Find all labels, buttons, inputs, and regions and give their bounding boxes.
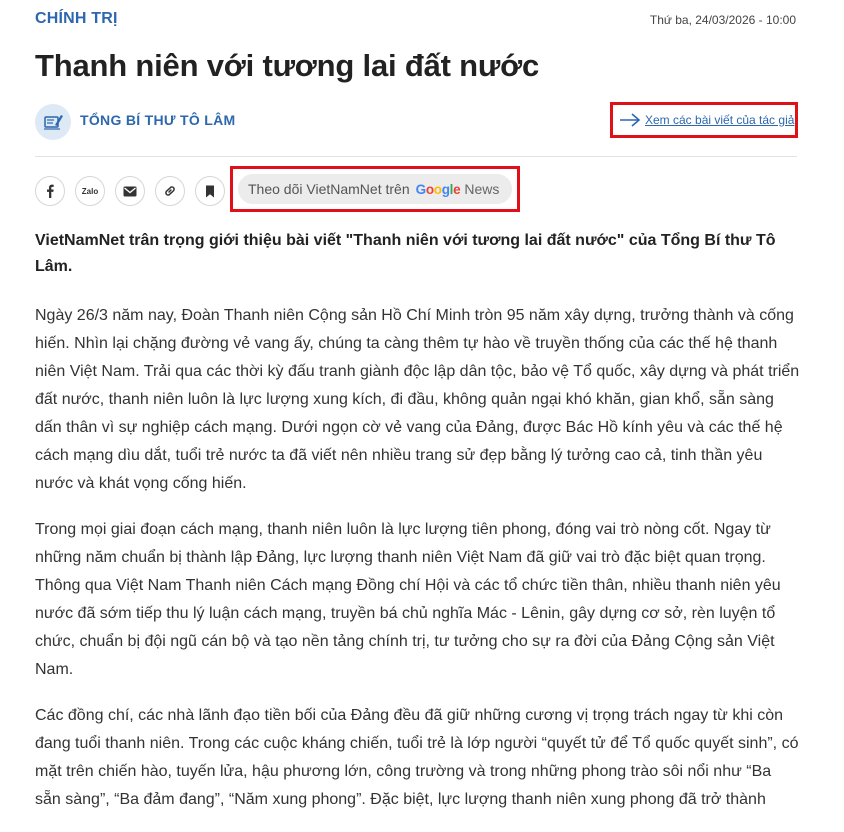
arrow-right-icon	[619, 113, 641, 127]
copy-link-button[interactable]	[155, 176, 185, 206]
writer-icon	[42, 111, 64, 133]
view-author-articles-link[interactable]: Xem các bài viết của tác giả	[645, 113, 795, 127]
article-lead: VietNamNet trân trọng giới thiệu bài viết "Thanh niên với tương lai đất nước" của Tổng Bí thư Tô Lâm.	[35, 232, 776, 275]
google-logo: Google	[415, 181, 461, 197]
article-paragraph: Ngày 26/3 năm nay, Đoàn Thanh niên Cộng sản Hồ Chí Minh tròn 95 năm xây dựng, trưởng thành và cống hiến. Nhìn lại chặng đường vẻ vang ấy, chúng ta càng thêm tự hào về truyền thống của các thế hệ thanh niên Việt Nam. Trải qua các thời kỳ đấu tranh giành độc lập dân tộc, bảo vệ Tổ quốc, xây dựng và phát triển đất nước, thanh niên luôn là lực lượng xung kích, đi đầu, không quản ngại khó khăn, gian khổ, sẵn sàng dấn thân vì sự nghiệp cách mạng. Dưới ngọn cờ vẻ vang của Đảng, được Bác Hồ kính yêu và các thế hệ cách mạng dìu dắt, tuổi trẻ nước ta đã viết nên nhiều trang sử đẹp bằng lý tưởng cao cả, tinh thần yêu nước và khát vọng cống hiến.	[35, 307, 800, 492]
link-icon	[163, 184, 177, 198]
article-body	[35, 228, 800, 832]
google-news-highlight	[230, 166, 520, 212]
bookmark-button[interactable]	[195, 176, 225, 206]
publish-datetime: Thứ ba, 24/03/2026 - 10:00	[649, 13, 796, 27]
article-paragraph: Trong mọi giai đoạn cách mạng, thanh niên luôn là lực lượng tiên phong, đóng vai trò nòng cốt. Ngay từ những năm chuẩn bị thành lập Đảng, lực lượng thanh niên Việt Nam đã giữ vai trò đặc biệt quan trọng. Thông qua Việt Nam Thanh niên Cách mạng Đồng chí Hội và các tổ chức tiền thân, nhiều thanh niên yêu nước đã sớm tiếp thu lý luận cách mạng, truyền bá chủ nghĩa Mác - Lênin, gây dựng cơ sở, rèn luyện tổ chức, chuẩn bị đội ngũ cán bộ và tạo nền tảng chính trị, tư tưởng cho sự ra đời của Đảng Cộng sản Việt Nam.	[35, 521, 781, 678]
category-link[interactable]: CHÍNH TRỊ	[35, 10, 118, 27]
google-news-suffix: News	[464, 181, 500, 197]
article-title: Thanh niên với tương lai đất nước	[35, 48, 539, 83]
author-avatar-icon[interactable]	[35, 104, 71, 140]
author-articles-highlight	[610, 102, 798, 138]
article-meta-bar	[35, 10, 796, 32]
author-name-link[interactable]: TỔNG BÍ THƯ TÔ LÂM	[80, 112, 236, 128]
mail-icon	[123, 186, 137, 197]
zalo-share-button[interactable]	[75, 176, 105, 206]
divider	[35, 156, 797, 157]
email-share-button[interactable]	[115, 176, 145, 206]
follow-google-news-button[interactable]	[238, 174, 512, 204]
author-row	[35, 104, 797, 144]
google-news-prefix: Theo dõi VietNamNet trên	[248, 181, 410, 197]
bookmark-icon	[205, 185, 215, 198]
facebook-icon	[45, 184, 55, 198]
facebook-share-button[interactable]	[35, 176, 65, 206]
article-paragraph: Các đồng chí, các nhà lãnh đạo tiền bối của Đảng đều đã giữ những cương vị trọng trách ngay từ khi còn đang tuổi thanh niên. Trong các cuộc kháng chiến, tuổi trẻ là lớp người “quyết tử để Tổ quốc quyết sinh”, có mặt trên chiến hào, tuyến lửa, hậu phương lớn, công trường và trong những phong trào sôi nổi như “Ba sẵn sàng”, “Ba đảm đang”, “Năm xung phong”. Đặc biệt, lực lượng thanh niên xung phong đã trở thành	[35, 707, 799, 808]
zalo-icon: Zalo	[81, 186, 99, 196]
